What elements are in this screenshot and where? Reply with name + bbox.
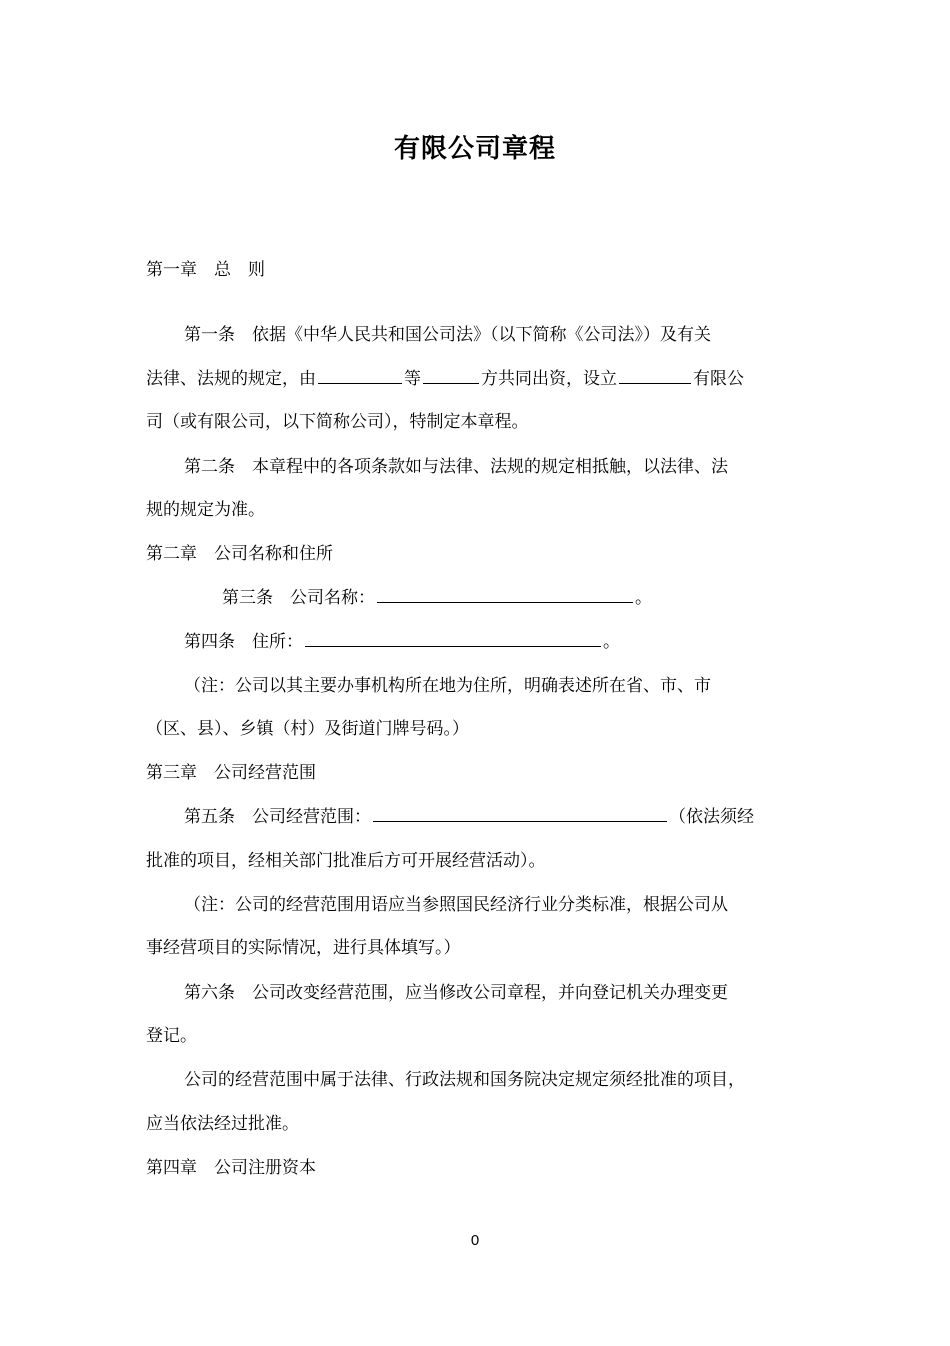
article-5-line-1 <box>184 802 754 827</box>
article-5-line-2: 批准的项目，经相关部门批准后方可开展经营活动）。 <box>146 851 546 871</box>
chapter-3-heading: 第三章 公司经营范围 <box>146 763 316 783</box>
note-2-line-2: 事经营项目的实际情况，进行具体填写。） <box>146 938 461 958</box>
chapter-2-heading: 第二章 公司名称和住所 <box>146 544 333 564</box>
article-1-text-d: 有限公 <box>693 369 744 389</box>
note-2-line-1: （注：公司的经营范围用语应当参照国民经济行业分类标准，根据公司从 <box>184 895 728 915</box>
article-6-line-2: 登记。 <box>146 1026 197 1046</box>
page-number: 0 <box>470 1232 480 1249</box>
note-1-line-2: （区、县）、乡镇（村）及街道门牌号码。） <box>146 719 469 739</box>
article-1-line-2 <box>146 364 744 389</box>
article-6-line-1: 第六条 公司改变经营范围，应当修改公司章程，并向登记机关办理变更 <box>184 983 728 1003</box>
fill-blank-investor[interactable] <box>318 382 402 384</box>
paragraph-line-1: 公司的经营范围中属于法律、行政法规和国务院决定规定须经批准的项目， <box>184 1070 745 1090</box>
fill-blank-party-count[interactable] <box>423 382 479 384</box>
article-5-text: 第五条 公司经营范围： <box>184 807 371 827</box>
chapter-4-heading: 第四章 公司注册资本 <box>146 1158 316 1178</box>
article-3-line <box>222 583 652 608</box>
fill-blank-address[interactable] <box>305 645 601 647</box>
fill-blank-company[interactable] <box>619 382 691 384</box>
fill-blank-company-name[interactable] <box>377 601 633 603</box>
article-1-text-c: 方共同出资，设立 <box>481 369 617 389</box>
article-4-text: 第四条 住所： <box>184 632 303 652</box>
article-1-line-3: 司（或有限公司，以下简称公司），特制定本章程。 <box>146 412 529 432</box>
article-3-text: 第三条 公司名称： <box>222 588 375 608</box>
paragraph-line-2: 应当依法经过批准。 <box>146 1114 299 1134</box>
fill-blank-business-scope[interactable] <box>373 820 667 822</box>
article-1-line-1: 第一条 依据《中华人民共和国公司法》（以下简称《公司法》）及有关 <box>184 325 711 345</box>
chapter-1-heading: 第一章 总 则 <box>146 260 265 280</box>
note-1-line-1: （注：公司以其主要办事机构所在地为住所，明确表述所在省、市、市 <box>184 676 711 696</box>
article-4-end: 。 <box>603 632 620 652</box>
article-5-tail: （依法须经 <box>669 807 754 827</box>
article-1-text-b: 等 <box>404 369 421 389</box>
document-title: 有限公司章程 <box>393 134 556 164</box>
article-4-line <box>184 627 620 652</box>
article-1-text-a: 法律、法规的规定，由 <box>146 369 316 389</box>
article-2-line-2: 规的规定为准。 <box>146 500 265 520</box>
article-3-end: 。 <box>635 588 652 608</box>
article-2-line-1: 第二条 本章程中的各项条款如与法律、法规的规定相抵触，以法律、法 <box>184 457 728 477</box>
